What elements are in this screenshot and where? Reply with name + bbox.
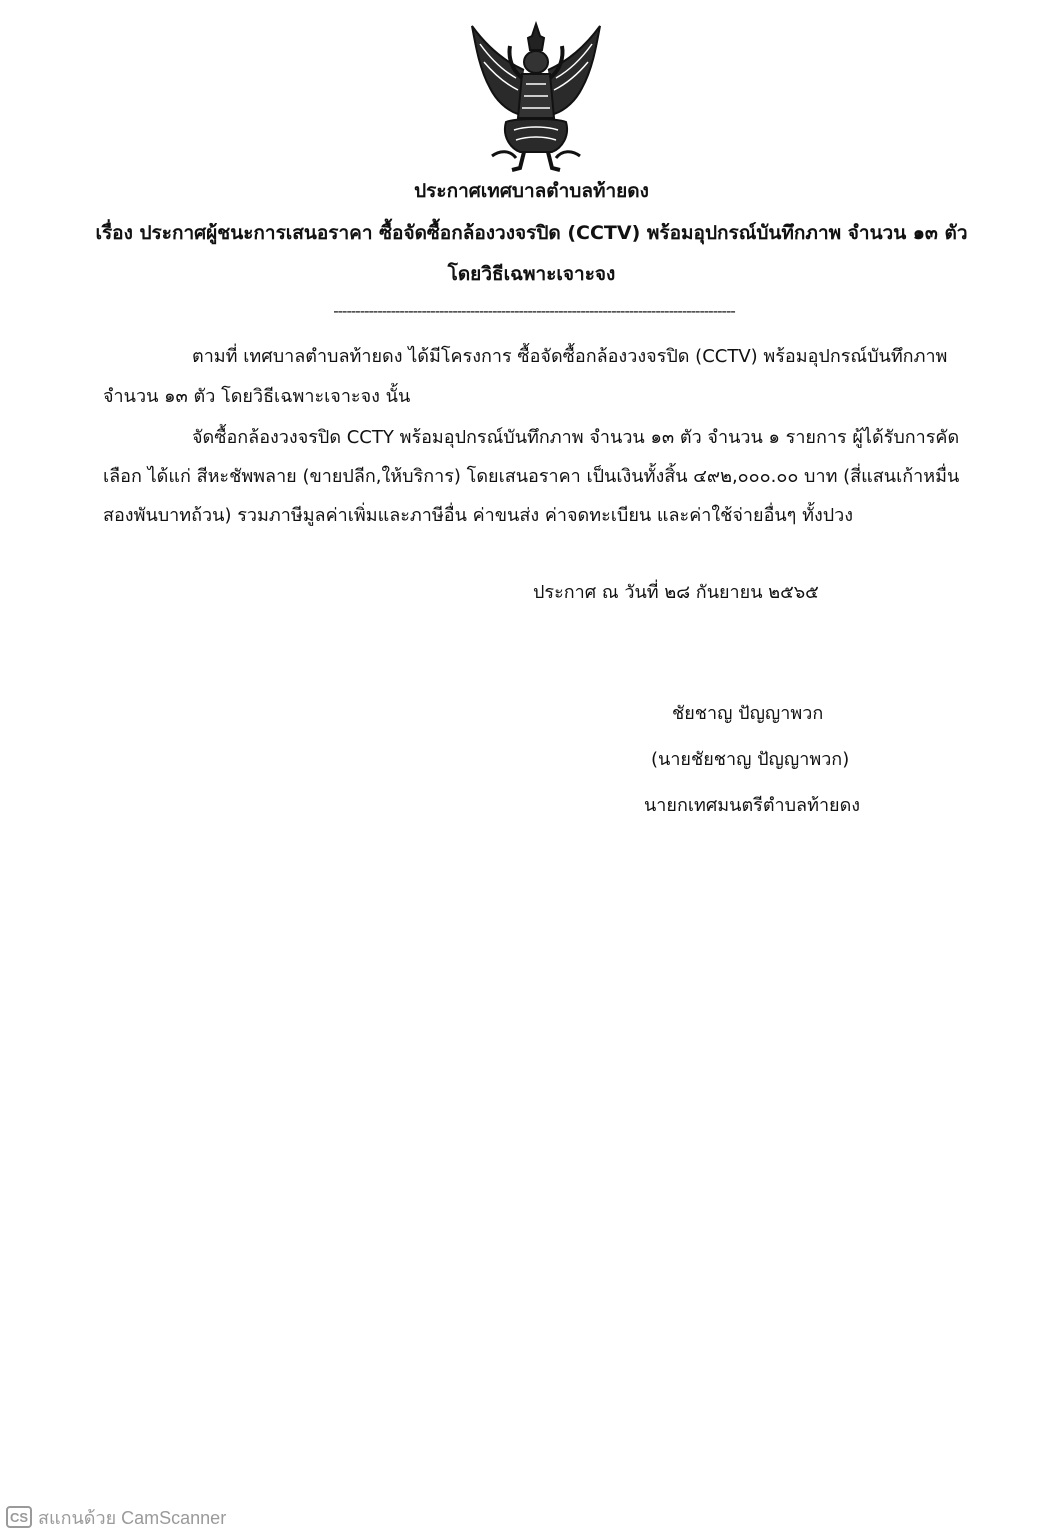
paragraph-1-line-2: จำนวน ๑๓ ตัว โดยวิธีเฉพาะเจาะจง นั้น [103,386,411,407]
camscanner-logo-icon: CS [6,1506,32,1528]
announcement-date: ประกาศ ณ วันที่ ๒๘ กันยายน ๒๕๖๕ [533,582,819,603]
scanner-watermark-text: สแกนด้วย CamScanner [38,1507,227,1528]
divider-line: ------------------------------------------------------------------------------------------- [333,302,735,320]
announcement-title: ประกาศเทศบาลตำบลท้ายดง [414,180,649,202]
paragraph-2-line-2: เลือก ได้แก่ สีหะชัพพลาย (ขายปลีก,ให้บริการ) โดยเสนอราคา เป็นเงินทั้งสิ้น ๔๙๒,๐๐๐.๐๐ บาท (สี่แสนเก้าหมื่น [103,466,960,487]
signature-name: ชัยชาญ ปัญญาพวก [672,703,824,724]
announcement-subject: เรื่อง ประกาศผู้ชนะการเสนอราคา ซื้อจัดซื้อกล้องวงจรปิด (CCTV) พร้อมอุปกรณ์บันทึกภาพ จำนวน ๑๓ ตัว [95,222,968,244]
paragraph-1-line-1: ตามที่ เทศบาลตำบลท้ายดง ได้มีโครงการ ซื้อจัดซื้อกล้องวงจรปิด (CCTV) พร้อมอุปกรณ์บันทึกภาพ [192,346,948,367]
announcement-method: โดยวิธีเฉพาะเจาะจง [447,263,616,285]
scanner-watermark [6,1503,226,1531]
paragraph-2-line-1: จัดซื้อกล้องวงจรปิด CCTY พร้อมอุปกรณ์บันทึกภาพ จำนวน ๑๓ ตัว จำนวน ๑ รายการ ผู้ได้รับการคัด [192,427,960,448]
garuda-seal-icon [466,18,606,176]
signature-printed-name: (นายชัยชาญ ปัญญาพวก) [651,749,850,770]
signature-position: นายกเทศมนตรีตำบลท้ายดง [644,795,861,816]
paragraph-2-line-3: สองพันบาทถ้วน) รวมภาษีมูลค่าเพิ่มและภาษีอื่น ค่าขนส่ง ค่าจดทะเบียน และค่าใช้จ่ายอื่นๆ ทั้งปวง [103,505,854,526]
